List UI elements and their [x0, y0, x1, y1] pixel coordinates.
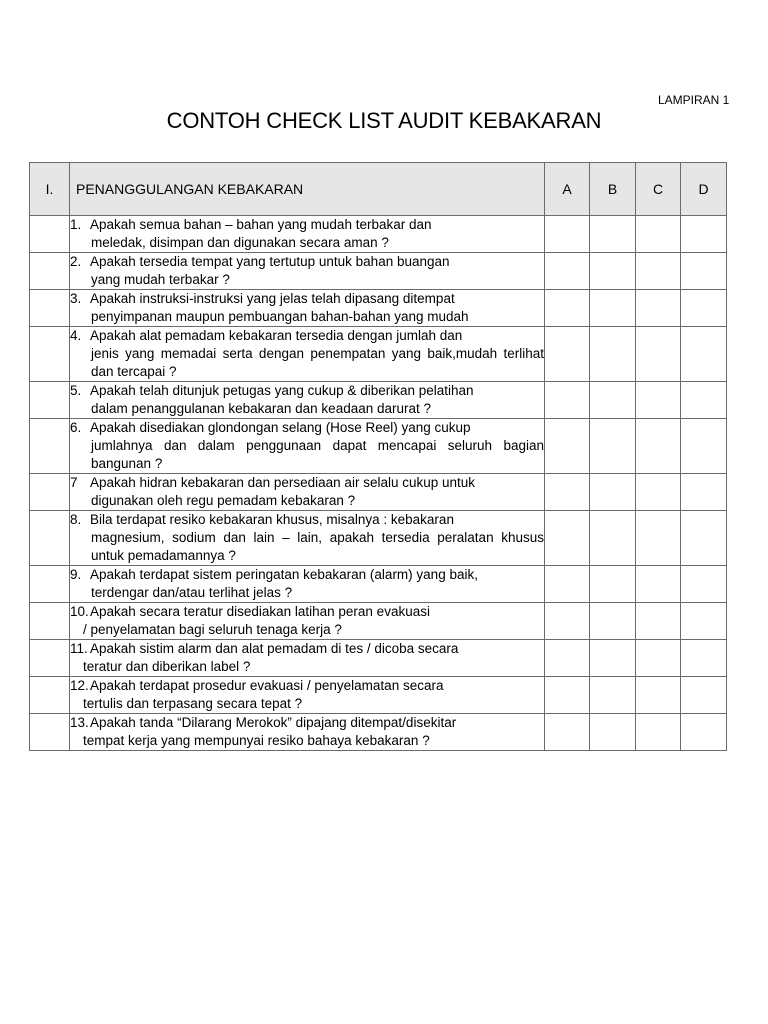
row-number-cell — [30, 566, 70, 603]
row-number-cell — [30, 290, 70, 327]
question-first-line — [70, 216, 544, 234]
question-text — [70, 714, 545, 751]
answer-cell-a[interactable] — [545, 419, 590, 474]
row-number-cell — [30, 253, 70, 290]
answer-cell-b[interactable] — [590, 714, 636, 751]
row-number-cell — [30, 714, 70, 751]
question-text — [70, 327, 545, 382]
question-text — [70, 677, 545, 714]
question-line1-text: Apakah alat pemadam kebakaran tersedia dengan jumlah dan — [90, 328, 463, 343]
question-continuation: tempat kerja yang mempunyai resiko bahaya kebakaran ? — [83, 733, 430, 748]
question-line1-text: Apakah instruksi-instruksi yang jelas telah dipasang ditempat — [90, 291, 455, 306]
row-number-cell — [30, 640, 70, 677]
answer-cell-d[interactable] — [681, 216, 727, 253]
question-continuation: terdengar dan/atau terlihat jelas ? — [91, 585, 293, 600]
question-first-line — [70, 714, 544, 732]
answer-cell-a[interactable] — [545, 677, 590, 714]
answer-cell-b[interactable] — [590, 419, 636, 474]
table-row — [30, 603, 727, 640]
answer-cell-b[interactable] — [590, 566, 636, 603]
answer-cell-d[interactable] — [681, 603, 727, 640]
question-first-line — [70, 566, 544, 584]
table-row — [30, 566, 727, 603]
question-number: 7 — [70, 475, 78, 490]
answer-cell-c[interactable] — [636, 327, 681, 382]
table-header-row — [30, 163, 727, 216]
answer-cell-a[interactable] — [545, 253, 590, 290]
page-title: CONTOH CHECK LIST AUDIT KEBAKARAN — [166, 108, 602, 133]
answer-cell-d[interactable] — [681, 290, 727, 327]
answer-cell-d[interactable] — [681, 714, 727, 751]
question-text — [70, 640, 545, 677]
answer-cell-b[interactable] — [590, 640, 636, 677]
table-row — [30, 253, 727, 290]
answer-cell-d[interactable] — [681, 382, 727, 419]
column-header-a: A — [545, 163, 590, 216]
question-first-line — [70, 511, 544, 529]
answer-cell-b[interactable] — [590, 511, 636, 566]
answer-cell-d[interactable] — [681, 419, 727, 474]
answer-cell-c[interactable] — [636, 511, 681, 566]
question-first-line — [70, 382, 544, 400]
question-line1-text: Bila terdapat resiko kebakaran khusus, misalnya : kebakaran — [90, 512, 454, 527]
question-first-line — [70, 290, 544, 308]
answer-cell-d[interactable] — [681, 640, 727, 677]
question-continuation: digunakan oleh regu pemadam kebakaran ? — [91, 493, 356, 508]
answer-cell-d[interactable] — [681, 327, 727, 382]
question-continuation: meledak, disimpan dan digunakan secara aman ? — [91, 235, 389, 250]
question-continuation: penyimpanan maupun pembuangan bahan-bahan yang mudah — [91, 309, 469, 324]
question-number: 13. — [70, 715, 89, 730]
answer-cell-a[interactable] — [545, 640, 590, 677]
row-number-cell — [30, 677, 70, 714]
question-line1-text: Apakah hidran kebakaran dan persediaan air selalu cukup untuk — [90, 475, 476, 490]
answer-cell-c[interactable] — [636, 290, 681, 327]
question-first-line — [70, 640, 544, 658]
answer-cell-c[interactable] — [636, 419, 681, 474]
question-number: 6. — [70, 420, 82, 435]
question-number: 10. — [70, 604, 89, 619]
question-number: 12. — [70, 678, 89, 693]
answer-cell-a[interactable] — [545, 474, 590, 511]
answer-cell-c[interactable] — [636, 603, 681, 640]
question-text — [70, 419, 545, 474]
question-first-line — [70, 677, 544, 695]
column-header-d: D — [681, 163, 727, 216]
answer-cell-c[interactable] — [636, 677, 681, 714]
question-continuation: jenis yang memadai serta dengan penempatan yang baik,mudah terlihat dan tercapai ? — [91, 346, 544, 379]
question-text — [70, 566, 545, 603]
question-first-line — [70, 603, 544, 621]
column-header-c: C — [636, 163, 681, 216]
row-number-cell — [30, 603, 70, 640]
table-row — [30, 714, 727, 751]
question-continuation: yang mudah terbakar ? — [91, 272, 230, 287]
question-line1-text: Apakah telah ditunjuk petugas yang cukup & diberikan pelatihan — [90, 383, 474, 398]
question-text — [70, 603, 545, 640]
answer-cell-a[interactable] — [545, 290, 590, 327]
table-row — [30, 511, 727, 566]
question-first-line — [70, 474, 544, 492]
question-continuation: / penyelamatan bagi seluruh tenaga kerja ? — [83, 622, 342, 637]
answer-cell-c[interactable] — [636, 474, 681, 511]
answer-cell-c[interactable] — [636, 382, 681, 419]
answer-cell-d[interactable] — [681, 511, 727, 566]
table-row — [30, 216, 727, 253]
question-number: 1. — [70, 217, 82, 232]
row-number-cell — [30, 474, 70, 511]
section-title: PENANGGULANGAN KEBAKARAN — [70, 163, 545, 216]
question-text — [70, 474, 545, 511]
question-continuation: tertulis dan terpasang secara tepat ? — [83, 696, 303, 711]
question-continuation: jumlahnya dan dalam penggunaan dapat mencapai seluruh bagian bangunan ? — [91, 438, 544, 471]
question-line1-text: Apakah secara teratur disediakan latihan peran evakuasi — [90, 604, 430, 619]
audit-checklist-table — [29, 162, 727, 751]
question-line1-text: Apakah tanda “Dilarang Merokok” dipajang ditempat/disekitar — [90, 715, 457, 730]
answer-cell-d[interactable] — [681, 566, 727, 603]
question-text — [70, 216, 545, 253]
column-header-b: B — [590, 163, 636, 216]
answer-cell-c[interactable] — [636, 714, 681, 751]
question-number: 11. — [70, 641, 88, 656]
question-line1-text: Apakah sistim alarm dan alat pemadam di tes / dicoba secara — [90, 641, 459, 656]
question-number: 8. — [70, 512, 82, 527]
answer-cell-b[interactable] — [590, 253, 636, 290]
row-number-cell — [30, 382, 70, 419]
table-row — [30, 640, 727, 677]
row-number-cell — [30, 419, 70, 474]
answer-cell-a[interactable] — [545, 714, 590, 751]
answer-cell-c[interactable] — [636, 566, 681, 603]
answer-cell-b[interactable] — [590, 327, 636, 382]
table-row — [30, 419, 727, 474]
question-first-line — [70, 253, 544, 271]
question-text — [70, 382, 545, 419]
answer-cell-a[interactable] — [545, 216, 590, 253]
answer-cell-c[interactable] — [636, 216, 681, 253]
table-row — [30, 677, 727, 714]
question-continuation: dalam penanggulanan kebakaran dan keadaan darurat ? — [91, 401, 432, 416]
answer-cell-b[interactable] — [590, 290, 636, 327]
question-line1-text: Apakah terdapat sistem peringatan kebakaran (alarm) yang baik, — [90, 567, 478, 582]
lampiran-label: LAMPIRAN 1 — [658, 93, 730, 107]
answer-cell-a[interactable] — [545, 327, 590, 382]
question-number: 2. — [70, 254, 82, 269]
question-number: 3. — [70, 291, 82, 306]
question-text — [70, 511, 545, 566]
answer-cell-b[interactable] — [590, 474, 636, 511]
answer-cell-a[interactable] — [545, 566, 590, 603]
question-line1-text: Apakah tersedia tempat yang tertutup untuk bahan buangan — [90, 254, 450, 269]
answer-cell-c[interactable] — [636, 640, 681, 677]
answer-cell-a[interactable] — [545, 511, 590, 566]
answer-cell-c[interactable] — [636, 253, 681, 290]
answer-cell-a[interactable] — [545, 382, 590, 419]
question-continuation: teratur dan diberikan label ? — [83, 659, 251, 674]
row-number-cell — [30, 216, 70, 253]
section-number: I. — [30, 163, 70, 216]
question-number: 5. — [70, 383, 82, 398]
answer-cell-d[interactable] — [681, 677, 727, 714]
question-line1-text: Apakah terdapat prosedur evakuasi / penyelamatan secara — [90, 678, 444, 693]
table-row — [30, 327, 727, 382]
question-number: 4. — [70, 328, 82, 343]
answer-cell-d[interactable] — [681, 253, 727, 290]
answer-cell-b[interactable] — [590, 677, 636, 714]
question-continuation: magnesium, sodium dan lain – lain, apakah tersedia peralatan khusus untuk pemadamannya ? — [91, 530, 544, 563]
question-text — [70, 290, 545, 327]
answer-cell-b[interactable] — [590, 216, 636, 253]
question-first-line — [70, 327, 544, 345]
question-line1-text: Apakah semua bahan – bahan yang mudah terbakar dan — [90, 217, 432, 232]
answer-cell-a[interactable] — [545, 603, 590, 640]
table-row — [30, 290, 727, 327]
table-row — [30, 382, 727, 419]
question-first-line — [70, 419, 544, 437]
question-line1-text: Apakah disediakan glondongan selang (Hose Reel) yang cukup — [90, 420, 471, 435]
row-number-cell — [30, 511, 70, 566]
answer-cell-b[interactable] — [590, 603, 636, 640]
answer-cell-b[interactable] — [590, 382, 636, 419]
table-row — [30, 474, 727, 511]
question-number: 9. — [70, 567, 82, 582]
row-number-cell — [30, 327, 70, 382]
answer-cell-d[interactable] — [681, 474, 727, 511]
question-text — [70, 253, 545, 290]
